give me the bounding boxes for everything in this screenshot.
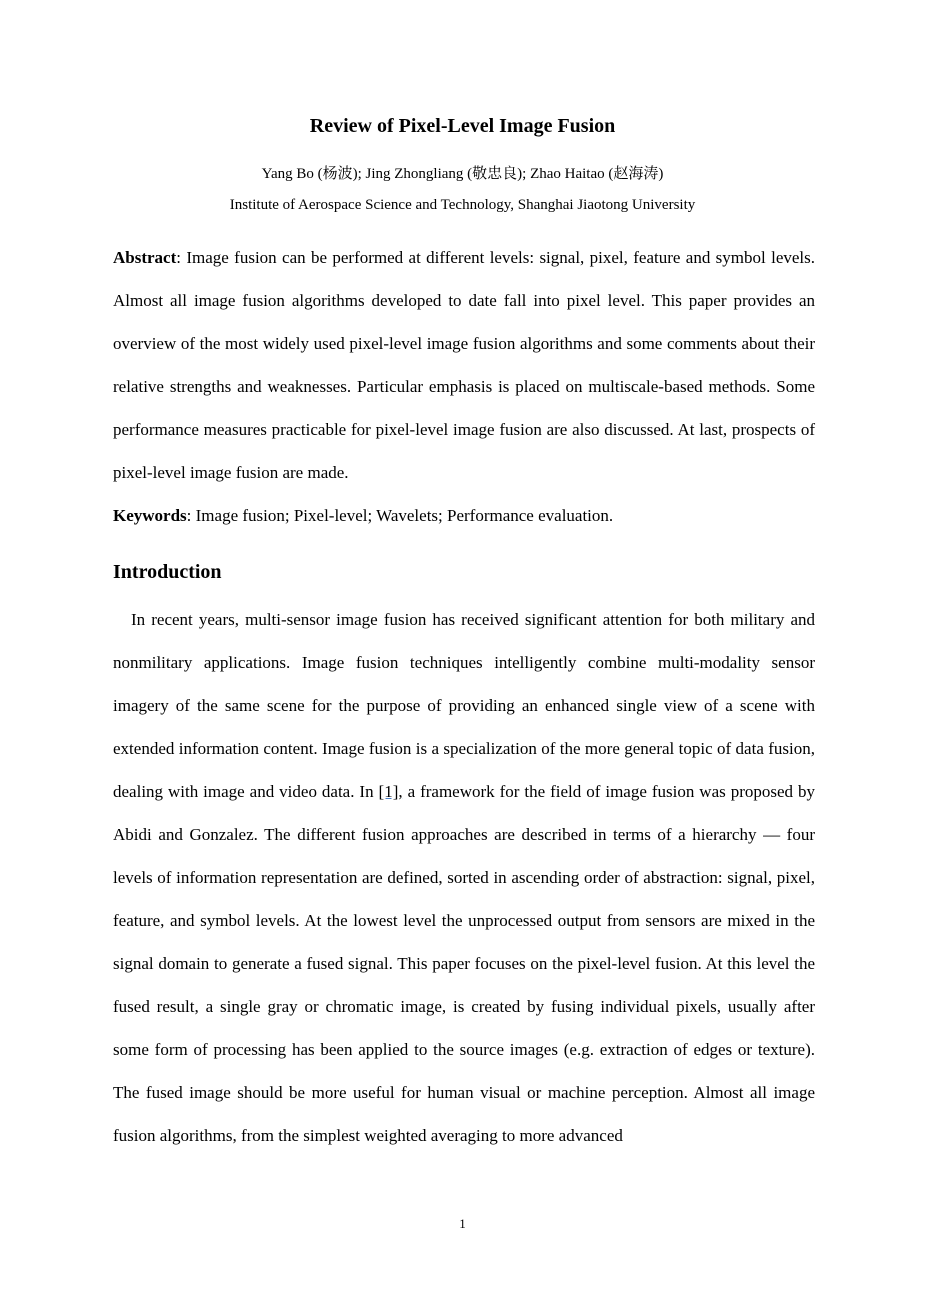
introduction-paragraph [113, 598, 815, 1200]
author-affiliation: Institute of Aerospace Science and Technology, Shanghai Jiaotong University [229, 197, 696, 213]
page-number: 1 [459, 1216, 466, 1231]
introduction-text-part-2: a framework for the field of image fusion was proposed by Abidi and Gonzalez. The different fusion approaches are described in terms of a hierarchy — four levels of information representation are defined, sorted in ascending order of abstraction: signal, pixel, feature, and symbol levels. At the lowest level the unprocessed output from sensors are mixed in the signal domain to generate a fused signal. This paper focuses on the pixel-level fusion. At this level the fused result, a single gray or chromatic image, is created by fusing individual pixels, usually after some form of processing has been applied to the source images (e.g. extraction of edges or texture). The fused image should be more useful for human visual or machine perception. Almost all image fusion algorithms, from the simplest weighted averaging to more advanced [113, 782, 815, 1145]
author-list: Yang Bo (杨波); Jing Zhongliang (敬忠良); Zhao Haitao (赵海涛) [261, 166, 664, 182]
keywords-paragraph [113, 494, 815, 537]
introduction-heading: Introduction [113, 561, 222, 583]
keywords-label: Keywords [113, 506, 187, 525]
abstract-label: Abstract [113, 248, 177, 267]
paper-title: Review of Pixel-Level Image Fusion [309, 115, 616, 137]
citation-link-1[interactable]: [1], [378, 782, 403, 801]
abstract-text: : Image fusion can be performed at different levels: signal, pixel, feature and symbol levels. Almost all image fusion algorithms developed to date fall into pixel level. This paper provides an overview of the most widely used pixel-level image fusion algorithms and some comments about their relative strengths and weaknesses. Particular emphasis is placed on multiscale-based methods. Some performance measures practicable for pixel-level image fusion are also discussed. At last, prospects of pixel-level image fusion are made. [113, 248, 815, 482]
keywords-text: : Image fusion; Pixel-level; Wavelets; Performance evaluation. [186, 506, 614, 525]
introduction-text-part-1: In recent years, multi-sensor image fusion has received significant attention for both military and nonmilitary applications. Image fusion techniques intelligently combine multi-modality sensor imagery of the same scene for the purpose of providing an enhanced single view of a scene with extended information content. Image fusion is a specialization of the more general topic of data fusion, dealing with image and video data. In [113, 610, 815, 801]
abstract-paragraph [113, 236, 815, 494]
